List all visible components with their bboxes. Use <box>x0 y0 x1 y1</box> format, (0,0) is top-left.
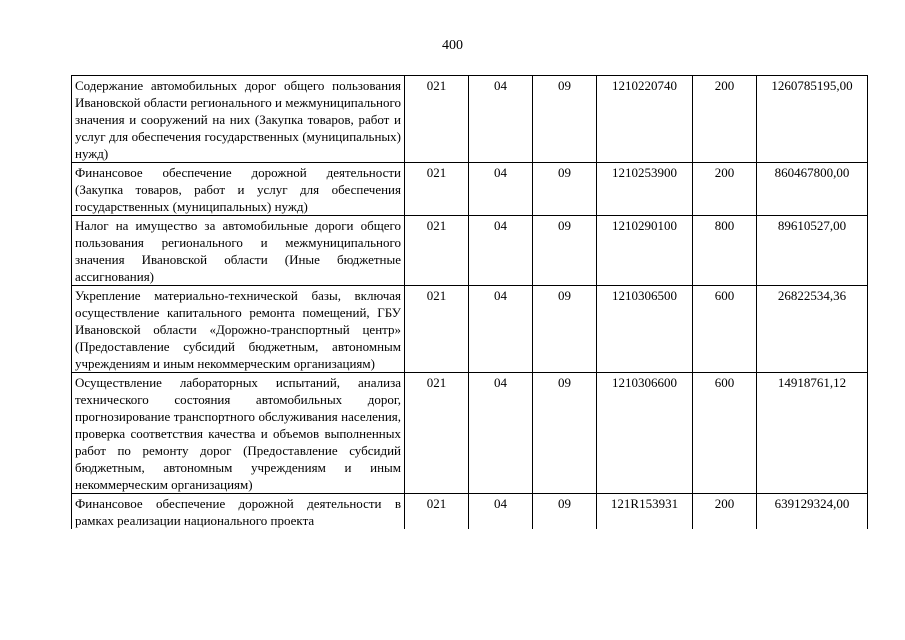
expense-type-code: 200 <box>693 163 757 216</box>
subsection-code-cell <box>533 494 597 530</box>
expense-type-code: 200 <box>693 76 757 163</box>
subsection-code: 09 <box>558 496 571 511</box>
row-description: Финансовое обеспечение дорожной деятельности в рамках реализации национального проекта <box>75 496 401 528</box>
amount-cell <box>757 494 868 530</box>
row-description-cell <box>72 494 405 530</box>
subsection-code: 09 <box>533 216 597 286</box>
section-code: 04 <box>469 76 533 163</box>
target-article-code-cell <box>597 494 693 530</box>
expense-type-code: 800 <box>693 216 757 286</box>
section-code: 04 <box>469 286 533 373</box>
target-article-code: 121R153931 <box>610 496 679 511</box>
expense-type-code-cell <box>693 494 757 530</box>
section-code: 04 <box>469 163 533 216</box>
ministry-code: 021 <box>405 76 469 163</box>
table-row <box>72 286 868 373</box>
subsection-code: 09 <box>533 286 597 373</box>
target-article-code: 1210290100 <box>597 216 693 286</box>
page-number: 400 <box>442 38 463 53</box>
amount: 639129324,00 <box>774 496 850 511</box>
subsection-code: 09 <box>533 373 597 494</box>
target-article-code: 1210306500 <box>597 286 693 373</box>
expense-type-code: 600 <box>693 373 757 494</box>
row-description: Содержание автомобильных дорог общего пользования Ивановской области регионального и межмуниципального значения и сооружений на них (Закупка товаров, работ и услуг для обеспечения государственных (муниципальных) нужд) <box>72 76 405 163</box>
expense-type-code: 600 <box>693 286 757 373</box>
expense-type-code: 200 <box>714 496 735 511</box>
amount: 1260785195,00 <box>757 76 868 163</box>
ministry-code: 021 <box>405 286 469 373</box>
ministry-code: 021 <box>405 163 469 216</box>
row-description: Финансовое обеспечение дорожной деятельности (Закупка товаров, работ и услуг для обеспечения государственных (муниципальных) нужд) <box>72 163 405 216</box>
budget-table <box>71 75 868 529</box>
row-description: Осуществление лабораторных испытаний, анализа технического состояния автомобильных дорог, прогнозирование транспортного обслуживания населения, проверка соответствия качества и объемов выполненных работ по ремонту дорог (Предоставление субсидий бюджетным, автономным учреждениям и иным некоммерческим организациям) <box>72 373 405 494</box>
table-row <box>72 163 868 216</box>
target-article-code: 1210306600 <box>597 373 693 494</box>
row-description: Налог на имущество за автомобильные дороги общего пользования регионального и межмуниципального значения Ивановской области (Иные бюджетные ассигнования) <box>72 216 405 286</box>
section-code: 04 <box>494 496 507 511</box>
ministry-code: 021 <box>426 496 447 511</box>
subsection-code: 09 <box>533 163 597 216</box>
amount: 26822534,36 <box>757 286 868 373</box>
ministry-code: 021 <box>405 216 469 286</box>
amount: 860467800,00 <box>757 163 868 216</box>
table-row <box>72 76 868 163</box>
section-code: 04 <box>469 216 533 286</box>
ministry-code-cell <box>405 494 469 530</box>
section-code: 04 <box>469 373 533 494</box>
section-code-cell <box>469 494 533 530</box>
target-article-code: 1210220740 <box>597 76 693 163</box>
ministry-code: 021 <box>405 373 469 494</box>
table-row <box>72 494 868 530</box>
amount: 89610527,00 <box>757 216 868 286</box>
row-description: Укрепление материально-технической базы, включая осуществление капитального ремонта помещений, ГБУ Ивановской области «Дорожно-транспортный центр» (Предоставление субсидий бюджетным, автономным учреждениям и иным некоммерческим организациям) <box>72 286 405 373</box>
table-row <box>72 373 868 494</box>
amount: 14918761,12 <box>757 373 868 494</box>
subsection-code: 09 <box>533 76 597 163</box>
target-article-code: 1210253900 <box>597 163 693 216</box>
table-row <box>72 216 868 286</box>
